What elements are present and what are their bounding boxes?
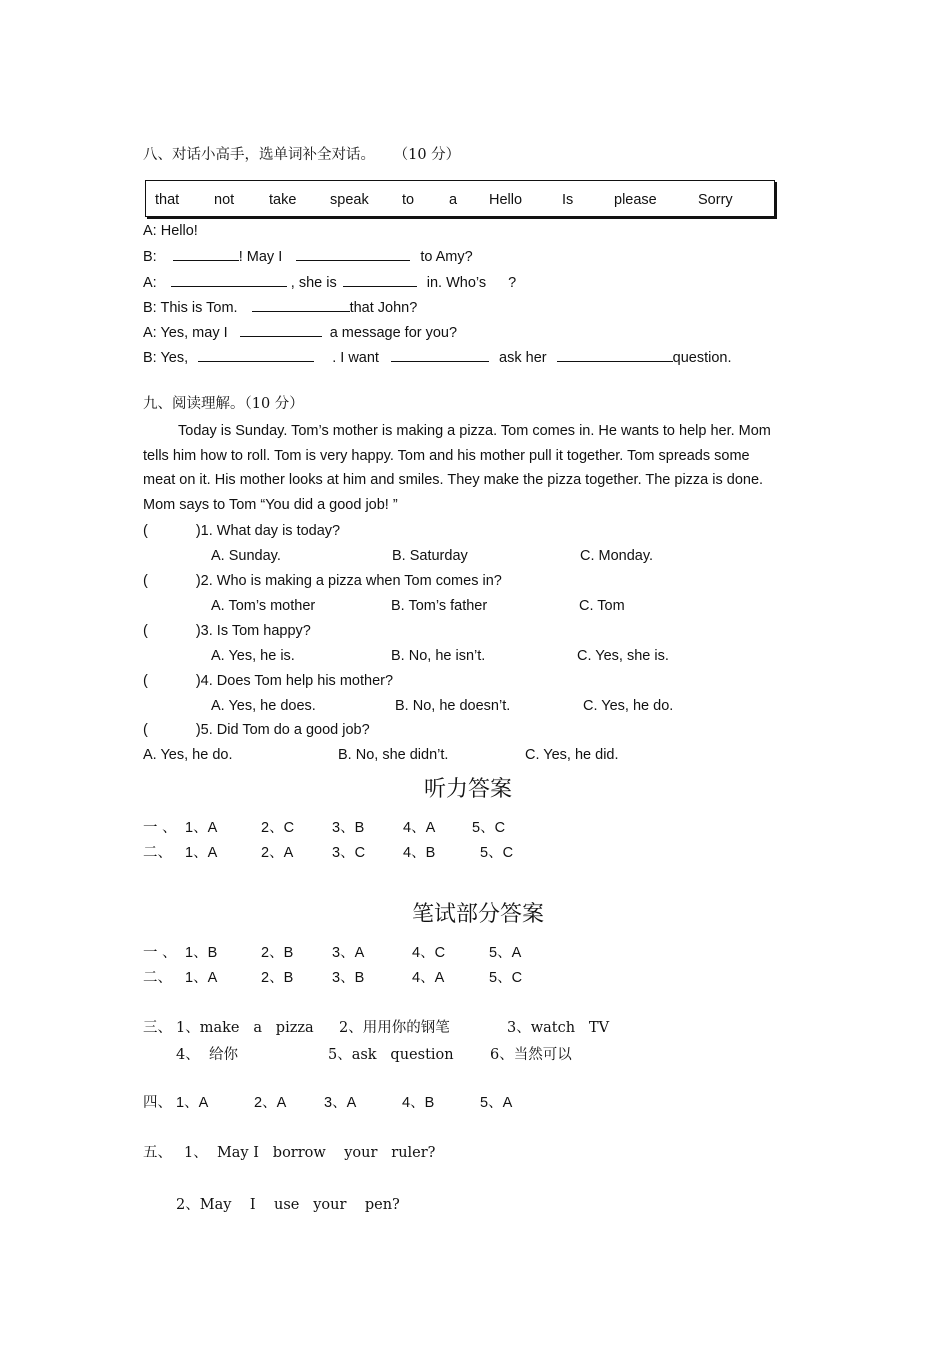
option-c[interactable]: C. Tom	[579, 598, 625, 614]
section-8-title: 八、对话小高手，选单词补全对话。 （10 分）	[143, 147, 461, 163]
question-5: ( )5. Did Tom do a good job?	[143, 722, 370, 738]
written-answer-row-4: 四、 1、A 2、A 3、A 4、B 5、A	[143, 1095, 513, 1111]
question-3: ( )3. Is Tom happy?	[143, 623, 311, 639]
section-9-title: 九、阅读理解。（10 分）	[143, 396, 304, 412]
written-answer-row-1: 一 、 1、B 2、B 3、A 4、C 5、A	[143, 945, 522, 961]
question-4: ( )4. Does Tom help his mother?	[143, 673, 394, 689]
passage-line: meat on it. His mother looks at him and smiles. They make the pizza together. The pizza is done.	[143, 472, 764, 488]
options-4	[211, 697, 771, 715]
word-bank-item: Sorry	[698, 192, 733, 208]
passage-line: Today is Sunday. Tom’s mother is making a pizza. Tom comes in. He wants to help her. Mom	[178, 423, 771, 439]
word-bank-item: that	[155, 192, 180, 208]
answer-blank[interactable]	[171, 273, 287, 287]
answer-blank[interactable]	[240, 323, 322, 337]
option-b[interactable]: B. No, he doesn’t.	[395, 698, 511, 714]
option-a[interactable]: A. Yes, he does.	[211, 698, 316, 714]
options-1	[211, 547, 771, 565]
option-a[interactable]: A. Tom’s mother	[211, 598, 316, 614]
word-bank-item: speak	[330, 192, 369, 208]
written-answer-row-2: 二、 1、A 2、B 3、B 4、A 5、C	[143, 970, 523, 986]
option-c[interactable]: C. Yes, he do.	[583, 698, 674, 714]
listening-answer-row-2: 二、 1、A 2、A 3、C 4、B 5、C	[143, 845, 514, 861]
option-c[interactable]: C. Monday.	[580, 548, 654, 564]
option-b[interactable]: B. No, she didn’t.	[338, 747, 449, 763]
written-answer-row-5: 五、 1、 May I borrow your ruler?	[143, 1145, 436, 1161]
answer-blank[interactable]	[343, 273, 417, 287]
dialog-line-5: A: Yes, may I a message for you?	[143, 325, 458, 341]
dialog-line-4: B: This is Tom. that John?	[143, 300, 418, 316]
dialog-line-6: B: Yes, . I want ask her question.	[143, 350, 732, 366]
dialog-line-1: A: Hello!	[143, 223, 198, 239]
answer-blank[interactable]	[173, 247, 239, 261]
word-bank-item: Hello	[489, 192, 523, 208]
written-answer-row-3: 三、 1、make a pizza 2、用用你的钢笔 3、watch TV	[143, 1020, 610, 1036]
answer-blank[interactable]	[296, 247, 410, 261]
question-2: ( )2. Who is making a pizza when Tom comes in?	[143, 573, 502, 589]
word-bank-item: to	[402, 192, 415, 208]
word-bank-item: not	[214, 192, 235, 208]
written-answers-title: 笔试部分答案	[412, 902, 545, 927]
option-b[interactable]: B. Tom’s father	[391, 598, 488, 614]
dialog-line-3: A: , she is in. Who’s ?	[143, 275, 517, 291]
option-a[interactable]: A. Yes, he is.	[211, 648, 295, 664]
written-answer-row-3b: 4、 给你 5、ask question 6、当然可以	[176, 1047, 572, 1063]
option-c[interactable]: C. Yes, he did.	[525, 747, 619, 763]
word-bank-item: please	[614, 192, 657, 208]
word-bank-item: a	[449, 192, 458, 208]
option-b[interactable]: B. No, he isn’t.	[391, 648, 486, 664]
answer-blank[interactable]	[252, 298, 350, 312]
word-bank-item: take	[269, 192, 297, 208]
passage-line: tells him how to roll. Tom is very happy. Tom and his mother pull it together. Tom spreads some	[143, 448, 750, 464]
word-bank-item: Is	[562, 192, 574, 208]
listening-answer-row-1: 一 、 1、A 2、C 3、B 4、A 5、C	[143, 820, 506, 836]
option-b[interactable]: B. Saturday	[392, 548, 468, 564]
answer-blank[interactable]	[557, 348, 673, 362]
option-a[interactable]: A. Sunday.	[211, 548, 281, 564]
option-a[interactable]: A. Yes, he do.	[143, 747, 233, 763]
answer-blank[interactable]	[391, 348, 489, 362]
passage-line: Mom says to Tom “You did a good job! ”	[143, 497, 398, 513]
options-5	[143, 746, 763, 764]
word-bank	[145, 180, 775, 217]
listening-answers-title: 听力答案	[424, 777, 513, 802]
question-1: ( )1. What day is today?	[143, 523, 341, 539]
dialog-line-2: B: ! May I to Amy?	[143, 249, 473, 265]
options-2	[211, 597, 771, 615]
option-c[interactable]: C. Yes, she is.	[577, 648, 669, 664]
answer-blank[interactable]	[198, 348, 314, 362]
options-3	[211, 647, 771, 665]
written-answer-row-5b: 2、May I use your pen?	[176, 1197, 400, 1213]
